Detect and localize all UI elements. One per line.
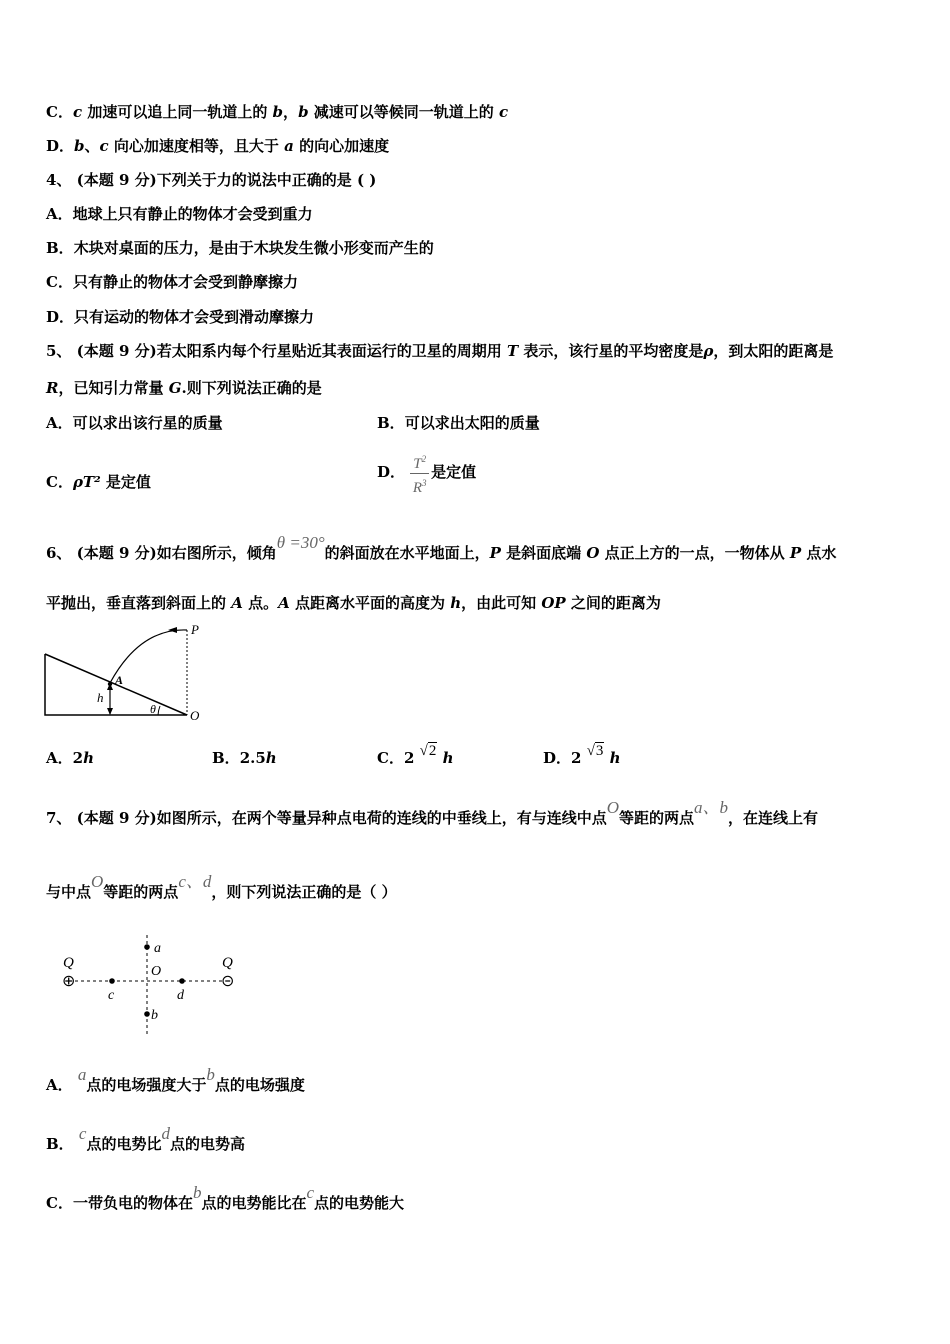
label-theta: θ — [150, 702, 156, 716]
label-q-left: Q — [63, 955, 74, 971]
q7-option-b: B． c点的电势比d点的电势高 — [46, 1124, 245, 1153]
q5-option-d: D． $\frac{T^2}{R^3}$ 是定值 — [377, 448, 476, 497]
label-a: A — [115, 673, 124, 687]
q6-stem-line2: 平抛出，垂直落到斜面上的 A 点。A 点距离水平面的高度为 h，由此可知 OP 之间的距离为 — [46, 594, 661, 612]
negative-charge-icon: ⊝ — [221, 973, 235, 990]
q6-option-c: C．2 √2 h — [377, 743, 454, 767]
sqrt-3: √3 — [586, 743, 604, 759]
label-p: P — [191, 622, 199, 637]
positive-charge-icon: ⊕ — [62, 973, 76, 990]
charges-figure — [55, 935, 255, 1040]
trajectory-arrow — [168, 627, 177, 633]
angle-theta-30: θ =30° — [276, 533, 325, 552]
label-h: h — [97, 690, 104, 705]
label-a: a — [154, 941, 161, 956]
q4-option-c: C．只有静止的物体才会受到静摩擦力 — [46, 273, 298, 291]
q3-option-d: D．b、c 向心加速度相等，且大于 a 的向心加速度 — [46, 137, 390, 155]
q6-stem-line1: 6、 (本题 9 分)如右图所示，倾角θ =30°的斜面放在水平地面上，P 是斜面底端 O 点正上方的一点，一物体从 P 点水 — [46, 533, 837, 562]
q5-option-b: B．可以求出太阳的质量 — [377, 414, 540, 432]
t2-over-r3-fraction: $\frac{T^2}{R^3}$ — [410, 450, 429, 497]
q7-option-c: C．一带负电的物体在b点的电势能比在c点的电势能大 — [46, 1183, 405, 1212]
label-d: d — [177, 988, 184, 1003]
q4-stem: 4、 (本题 9 分)下列关于力的说法中正确的是 ( ) — [46, 171, 377, 189]
label-c: c — [108, 988, 115, 1003]
sqrt-2: √2 — [419, 743, 437, 759]
q4-option-d: D．只有运动的物体才会受到滑动摩擦力 — [46, 308, 315, 326]
q5-option-c: C．ρT² 是定值 — [46, 473, 151, 491]
q7-stem-line2: 与中点O等距的两点c、d，则下列说法正确的是（ ） — [46, 872, 397, 901]
q4-option-a: A．地球上只有静止的物体才会受到重力 — [46, 205, 313, 223]
label-b: b — [151, 1008, 158, 1023]
label-o: O — [190, 708, 200, 723]
incline-projectile-figure — [40, 620, 210, 730]
label-o: O — [151, 964, 162, 979]
q6-option-d: D．2 √3 h — [543, 743, 621, 767]
q7-option-a: A． a点的电场强度大于b点的电场强度 — [46, 1065, 305, 1094]
q6-option-b: B．2.5h — [212, 749, 277, 767]
q5-option-a: A．可以求出该行星的质量 — [46, 414, 223, 432]
q7-stem-line1: 7、 (本题 9 分)如图所示，在两个等量异种点电荷的连线的中垂线上，有与连线中点O等距的两点a、b，在连线上有 — [46, 798, 819, 827]
q3-option-c: C．c 加速可以追上同一轨道上的 b，b 减速可以等候同一轨道上的 c — [46, 103, 509, 121]
q4-option-b: B．木块对桌面的压力，是由于木块发生微小形变而产生的 — [46, 239, 434, 257]
label-q-right: Q — [222, 955, 233, 971]
q6-option-a: A．2h — [46, 749, 94, 767]
q5-stem-line1: 5、 (本题 9 分)若太阳系内每个行星贴近其表面运行的卫星的周期用 T 表示，该行星的平均密度是ρ，到太阳的距离是 — [46, 342, 834, 360]
q5-stem-line2: R，已知引力常量 G.则下列说法正确的是 — [46, 379, 322, 397]
